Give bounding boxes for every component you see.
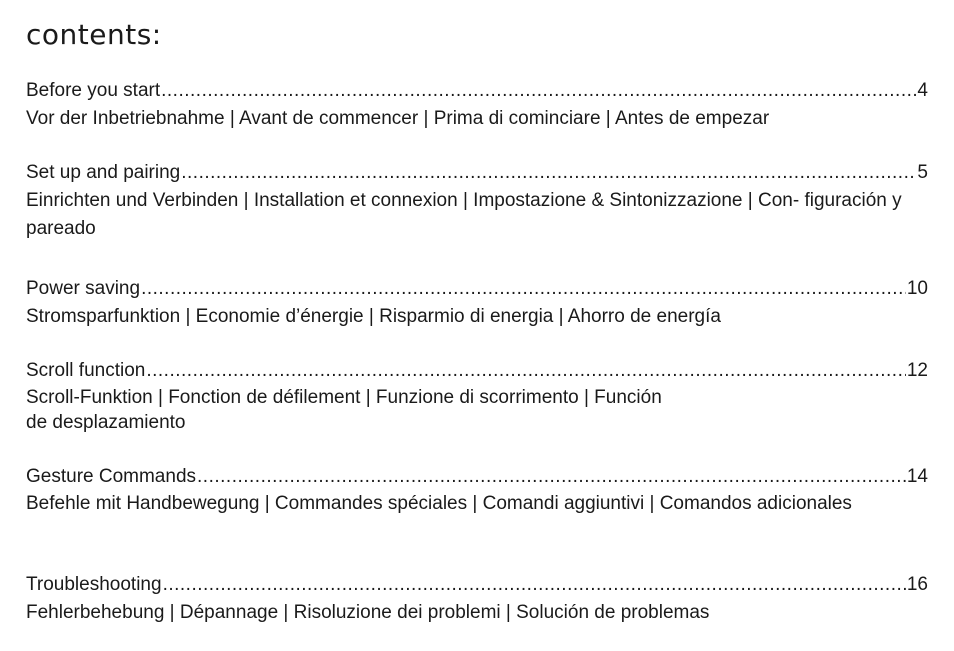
toc-translations: Einrichten und Verbinden | Installation et connexion | Impostazione & Sintonizzazione | Con- figuración y pareado: [26, 190, 902, 239]
toc-heading[interactable]: [26, 162, 928, 184]
dot-leader: [197, 466, 906, 488]
toc-heading-label: Power saving: [26, 278, 141, 299]
dot-leader: [161, 80, 916, 102]
dot-leader: [146, 360, 906, 382]
toc-heading-label: Gesture Commands: [26, 466, 197, 487]
toc-translations: Befehle mit Handbewegung | Commandes spéciales | Comandi aggiuntivi | Comandos adicionales: [26, 493, 852, 514]
toc-heading[interactable]: [26, 278, 928, 300]
toc-page-number: 16: [906, 574, 928, 595]
toc-translations: Fehlerbehebung | Dépannage | Risoluzione dei problemi | Solución de problemas: [26, 602, 710, 623]
toc-heading[interactable]: [26, 80, 928, 102]
dot-leader: [141, 278, 906, 300]
toc-entry-before-you-start[interactable]: [26, 80, 928, 133]
toc-page-number: 4: [917, 80, 928, 101]
toc-heading-label: Scroll function: [26, 360, 146, 381]
toc-entry-set-up-and-pairing[interactable]: [26, 162, 928, 243]
toc-heading-label: Troubleshooting: [26, 574, 162, 595]
dot-leader: [163, 574, 906, 596]
toc-translations: Stromsparfunktion | Economie d’énergie | Risparmio di energia | Ahorro de energía: [26, 306, 721, 327]
toc-entry-gesture-commands[interactable]: [26, 466, 928, 516]
toc-page-number: 5: [917, 162, 928, 183]
toc-translations: Vor der Inbetriebnahme | Avant de commencer | Prima di cominciare | Antes de empezar: [26, 108, 770, 129]
dot-leader: [181, 162, 916, 184]
toc-entry-power-saving[interactable]: [26, 278, 928, 331]
toc-heading[interactable]: [26, 466, 928, 488]
toc-page-number: 10: [906, 278, 928, 299]
toc-heading-label: Set up and pairing: [26, 162, 181, 183]
toc-entry-scroll-function[interactable]: [26, 360, 928, 435]
toc-heading[interactable]: [26, 574, 928, 596]
toc-heading[interactable]: [26, 360, 928, 382]
toc-page-number: 12: [906, 360, 928, 381]
toc-entry-troubleshooting[interactable]: [26, 574, 928, 627]
page-title: contents:: [26, 18, 162, 51]
toc-page-number: 14: [906, 466, 928, 487]
toc-translations: Scroll-Funktion | Fonction de défilement | Funzione di scorrimento | Función de desplazamiento: [26, 387, 662, 433]
toc-heading-label: Before you start: [26, 80, 161, 101]
